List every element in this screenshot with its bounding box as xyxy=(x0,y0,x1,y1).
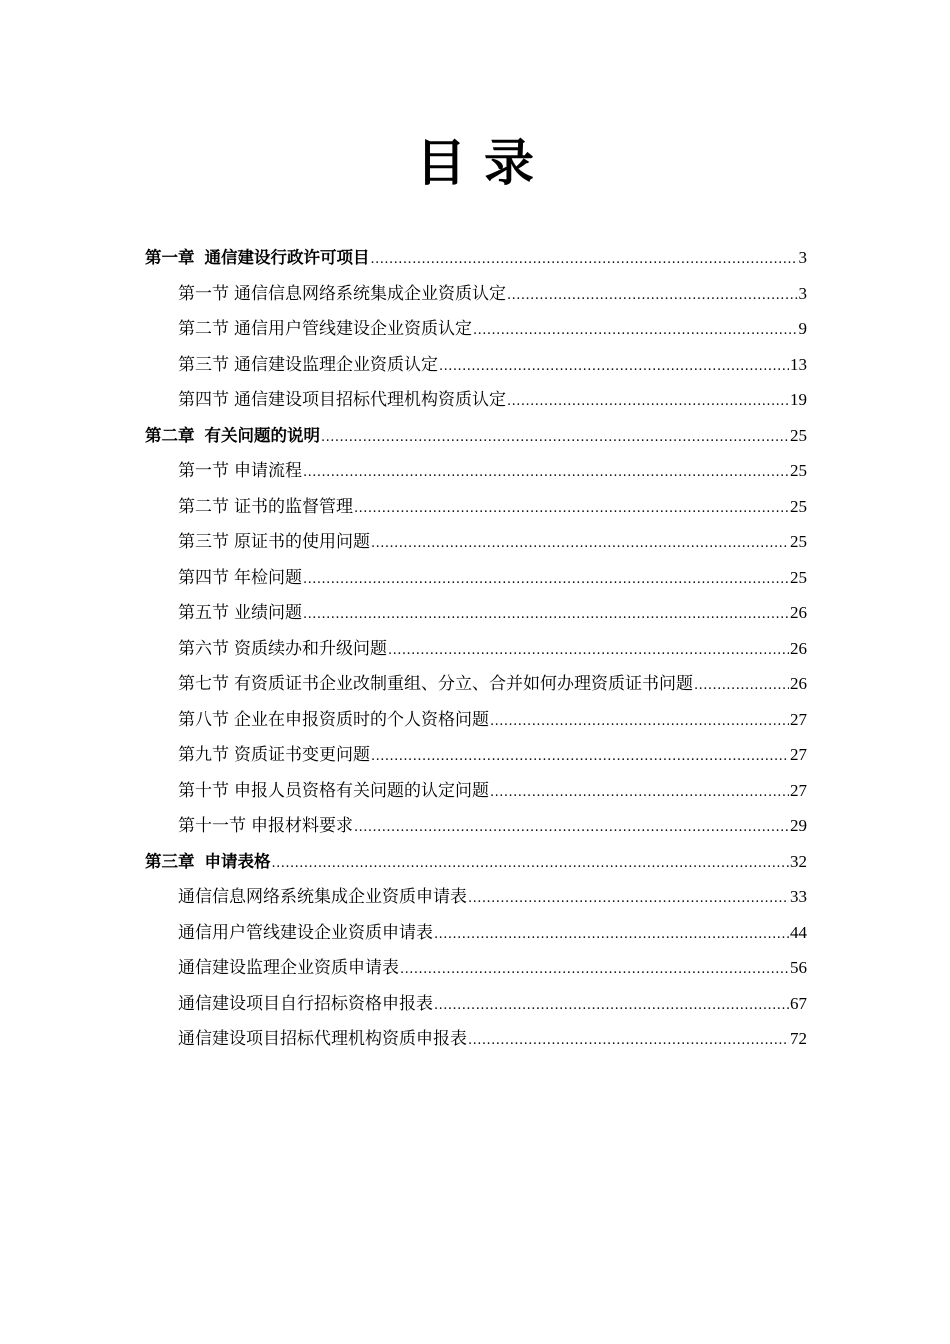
toc-entry-label xyxy=(178,667,693,703)
toc-entry-text: 通信建设项目招标代理机构资质认定 xyxy=(234,390,506,410)
toc-entry-text: 通信建设监理企业资质申请表 xyxy=(178,958,399,978)
toc-dot-leader xyxy=(354,810,789,846)
toc-entry-number: 第八节 xyxy=(178,709,229,730)
toc-page-number: 27 xyxy=(790,780,807,800)
toc-page-number: 25 xyxy=(790,532,807,551)
toc-dot-leader xyxy=(694,668,789,704)
toc-page-number: 27 xyxy=(790,745,807,764)
toc-entry-number: 第七节 xyxy=(178,674,229,694)
toc-page-number: 67 xyxy=(790,993,807,1013)
toc-section-entry[interactable] xyxy=(145,311,807,347)
toc-page-number: 27 xyxy=(790,709,807,729)
toc-entry-text: 申报人员资格有关问题的认定问题 xyxy=(234,780,489,801)
toc-section-entry[interactable] xyxy=(145,382,807,418)
toc-entry-number: 第三章 xyxy=(145,851,195,871)
toc-section-entry[interactable] xyxy=(145,666,807,702)
toc-entry-text: 企业在申报资质时的个人资格问题 xyxy=(234,709,489,730)
toc-entry-text: 通信建设监理企业资质认定 xyxy=(234,354,438,375)
toc-section-entry[interactable] xyxy=(145,524,807,560)
toc-entry-number: 第二章 xyxy=(145,425,195,445)
toc-section-entry[interactable] xyxy=(145,631,807,667)
toc-chapter-entry[interactable] xyxy=(145,240,807,276)
toc-section-entry[interactable] xyxy=(145,879,807,915)
toc-dot-leader xyxy=(388,633,789,669)
toc-page-number: 9 xyxy=(798,319,807,338)
toc-dot-leader xyxy=(303,597,789,633)
toc-entry-label xyxy=(178,632,387,668)
toc-dot-leader xyxy=(371,526,789,562)
toc-section-entry[interactable] xyxy=(145,986,807,1022)
toc-entry-text: 有资质证书企业改制重组、分立、合并如何办理资质证书问题 xyxy=(234,674,693,694)
toc-entry-number: 第一节 xyxy=(178,461,229,481)
toc-dot-leader xyxy=(434,917,789,953)
toc-entry-text: 年检问题 xyxy=(234,567,302,588)
toc-entry-label xyxy=(178,525,370,561)
toc-dot-leader xyxy=(321,420,789,456)
toc-entry-text: 通信建设行政许可项目 xyxy=(204,248,370,267)
toc-entry-label xyxy=(178,809,353,845)
toc-dot-leader xyxy=(354,491,789,527)
toc-entry-number: 第五节 xyxy=(178,603,229,623)
toc-entry-text: 资质证书变更问题 xyxy=(234,745,370,765)
toc-entry-number: 第九节 xyxy=(178,745,229,765)
toc-dot-leader xyxy=(468,881,789,917)
toc-dot-leader xyxy=(507,384,789,420)
toc-chapter-entry[interactable] xyxy=(145,844,807,880)
toc-page-number: 25 xyxy=(790,425,807,445)
toc-entry-text: 申请表格 xyxy=(204,851,271,871)
toc-entry-number: 第一节 xyxy=(178,283,229,304)
toc-page-number: 29 xyxy=(790,816,807,835)
toc-entry-label xyxy=(178,987,433,1023)
toc-page-number: 33 xyxy=(790,887,807,906)
toc-entry-label xyxy=(145,240,370,276)
toc-entry-label xyxy=(178,383,506,419)
toc-entry-number: 第二节 xyxy=(178,319,229,339)
toc-section-entry[interactable] xyxy=(145,915,807,951)
toc-entry-number: 第十节 xyxy=(178,780,229,801)
toc-dot-leader xyxy=(468,1023,789,1059)
toc-page-number: 56 xyxy=(790,958,807,977)
toc-dot-leader xyxy=(434,988,789,1024)
toc-entry-label xyxy=(178,454,302,490)
toc-page-number: 32 xyxy=(790,851,807,871)
toc-entry-text: 通信建设项目招标代理机构资质申报表 xyxy=(178,1029,467,1049)
toc-page-number: 44 xyxy=(790,922,807,942)
toc-section-entry[interactable] xyxy=(145,595,807,631)
toc-entry-label xyxy=(178,738,370,774)
toc-entry-text: 业绩问题 xyxy=(234,603,302,623)
toc-entry-number: 第一章 xyxy=(145,248,195,267)
toc-entry-text: 通信建设项目自行招标资格申报表 xyxy=(178,993,433,1014)
toc-section-entry[interactable] xyxy=(145,773,807,809)
toc-entry-label xyxy=(178,312,472,348)
toc-entry-number: 第三节 xyxy=(178,532,229,552)
toc-page-number: 3 xyxy=(798,283,807,303)
toc-dot-leader xyxy=(507,278,798,314)
toc-entry-label xyxy=(178,277,506,313)
toc-entry-label xyxy=(178,490,353,526)
toc-title: 目录 xyxy=(416,134,552,192)
toc-entry-text: 原证书的使用问题 xyxy=(234,532,370,552)
toc-entry-label xyxy=(178,880,467,916)
toc-entry-number: 第十一节 xyxy=(178,816,246,836)
toc-page-number: 25 xyxy=(790,567,807,587)
toc-entry-label xyxy=(178,561,302,597)
toc-page-number: 26 xyxy=(790,674,807,693)
toc-entry-number: 第六节 xyxy=(178,638,229,659)
toc-entry-label xyxy=(178,916,433,952)
toc-entry-text: 申报材料要求 xyxy=(251,816,353,836)
toc-section-entry[interactable] xyxy=(145,950,807,986)
toc-dot-leader xyxy=(303,562,789,598)
toc-dot-leader xyxy=(371,242,798,278)
table-of-contents xyxy=(145,240,807,1057)
toc-entry-text: 通信信息网络系统集成企业资质认定 xyxy=(234,283,506,304)
toc-page-number: 25 xyxy=(790,461,807,480)
toc-dot-leader xyxy=(473,313,798,349)
toc-dot-leader xyxy=(303,455,789,491)
toc-entry-label xyxy=(145,418,320,454)
toc-page-number: 3 xyxy=(798,248,807,267)
toc-page-number: 19 xyxy=(790,390,807,409)
toc-entry-number: 第四节 xyxy=(178,567,229,588)
toc-dot-leader xyxy=(400,952,789,988)
toc-entry-label xyxy=(178,596,302,632)
toc-section-entry[interactable] xyxy=(145,453,807,489)
toc-entry-text: 通信信息网络系统集成企业资质申请表 xyxy=(178,887,467,907)
toc-dot-leader xyxy=(439,349,789,385)
toc-entry-number: 第二节 xyxy=(178,496,229,517)
toc-chapter-entry[interactable] xyxy=(145,418,807,454)
toc-entry-text: 通信用户管线建设企业资质申请表 xyxy=(178,922,433,943)
toc-page-number: 26 xyxy=(790,638,807,658)
toc-entry-label xyxy=(145,844,271,880)
toc-section-entry[interactable] xyxy=(145,560,807,596)
toc-section-entry[interactable] xyxy=(145,808,807,844)
toc-entry-text: 有关问题的说明 xyxy=(204,425,320,445)
toc-dot-leader xyxy=(272,846,790,882)
toc-section-entry[interactable] xyxy=(145,489,807,525)
toc-section-entry[interactable] xyxy=(145,737,807,773)
toc-entry-label xyxy=(178,774,489,810)
toc-page-number: 26 xyxy=(790,603,807,622)
toc-page-number: 25 xyxy=(790,496,807,516)
toc-entry-label xyxy=(178,703,489,739)
toc-section-entry[interactable] xyxy=(145,276,807,312)
toc-entry-text: 通信用户管线建设企业资质认定 xyxy=(234,319,472,339)
toc-section-entry[interactable] xyxy=(145,702,807,738)
toc-entry-label xyxy=(178,951,399,987)
toc-dot-leader xyxy=(490,775,789,811)
toc-entry-number: 第三节 xyxy=(178,354,229,375)
toc-entry-label xyxy=(178,348,438,384)
toc-page-number: 72 xyxy=(790,1029,807,1048)
toc-entry-text: 申请流程 xyxy=(234,461,302,481)
toc-entry-text: 证书的监督管理 xyxy=(234,496,353,517)
toc-entry-label xyxy=(178,1022,467,1058)
toc-entry-number: 第四节 xyxy=(178,390,229,410)
toc-section-entry[interactable] xyxy=(145,347,807,383)
toc-dot-leader xyxy=(490,704,789,740)
toc-page-number: 13 xyxy=(790,354,807,374)
toc-section-entry[interactable] xyxy=(145,1021,807,1057)
toc-entry-text: 资质续办和升级问题 xyxy=(234,638,387,659)
toc-dot-leader xyxy=(371,739,789,775)
